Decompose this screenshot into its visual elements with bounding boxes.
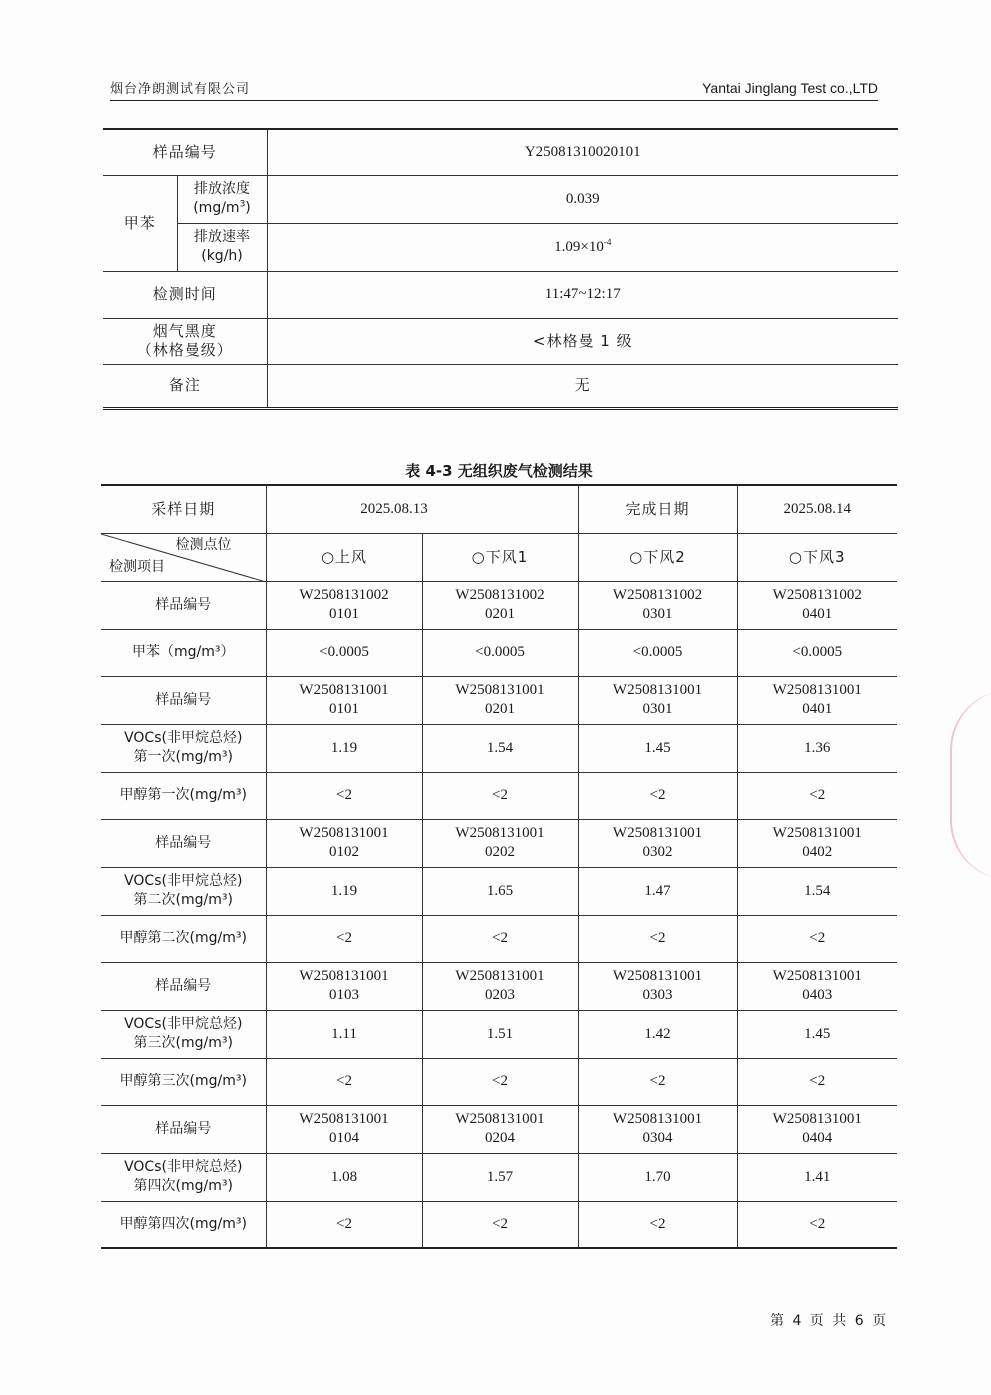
cell-value: W2508131002 0301 [578, 581, 737, 629]
cell-value: 1.41 [737, 1153, 897, 1201]
table-row [101, 1105, 897, 1153]
row-label: 甲醇第三次(mg/m³) [101, 1058, 266, 1105]
sample-id-label: 样品编号 [103, 129, 267, 175]
point-downwind-3: ○下风3 [737, 533, 897, 581]
conc-unit: (mg/m [193, 200, 240, 216]
cell-value: <2 [737, 1058, 897, 1105]
red-seal-stamp [950, 690, 991, 880]
cell-value: W2508131001 0302 [578, 819, 737, 867]
row-label: 甲醇第四次(mg/m³) [101, 1201, 266, 1248]
emission-results-table [103, 128, 898, 410]
cell-value: 1.45 [578, 724, 737, 772]
remark-value: 无 [267, 364, 898, 408]
table-caption: 表 4-3 无组织废气检测结果 [405, 462, 593, 480]
fugitive-emission-table [101, 484, 897, 1249]
sampling-date-label: 采样日期 [101, 485, 266, 533]
cell-value: 1.54 [737, 867, 897, 915]
row-label: VOCs(非甲烷总烃) 第三次(mg/m³) [101, 1010, 266, 1058]
cell-value: 1.65 [422, 867, 578, 915]
cell-value: <0.0005 [266, 629, 422, 676]
diag-top-label: 检测点位 [175, 536, 232, 553]
cell-value: <2 [737, 772, 897, 819]
emission-rate-value [267, 223, 898, 271]
test-time-label: 检测时间 [103, 271, 267, 318]
page-header [110, 76, 878, 101]
table-row [101, 1201, 897, 1248]
conc-unit-sup: 3 [239, 199, 246, 210]
row-label: 甲醇第一次(mg/m³) [101, 772, 266, 819]
diag-bottom-label: 检测项目 [109, 558, 165, 575]
table-row [101, 1153, 897, 1201]
cell-value: 1.51 [422, 1010, 578, 1058]
row-label: VOCs(非甲烷总烃) 第一次(mg/m³) [101, 724, 266, 772]
table-row [101, 629, 897, 676]
company-name-en: Yantai Jinglang Test co.,LTD [702, 80, 878, 96]
cell-value: W2508131002 0101 [266, 581, 422, 629]
row-label: 甲醇第二次(mg/m³) [101, 915, 266, 962]
cell-value: 1.57 [422, 1153, 578, 1201]
point-downwind-2: ○下风2 [578, 533, 737, 581]
cell-value: <2 [266, 772, 422, 819]
cell-value: <2 [737, 1201, 897, 1248]
point-downwind-1: ○下风1 [422, 533, 578, 581]
cell-value: 1.08 [266, 1153, 422, 1201]
point-upwind: ○上风 [266, 533, 422, 581]
table-row [101, 915, 897, 962]
emission-concentration-label [177, 175, 267, 223]
cell-value: W2508131001 0201 [422, 676, 578, 724]
cell-value: W2508131001 0203 [422, 962, 578, 1010]
company-name-cn: 烟台净朗测试有限公司 [110, 82, 251, 97]
completion-date-label: 完成日期 [578, 485, 737, 533]
cell-value: 1.70 [578, 1153, 737, 1201]
smoke-label-line2: （林格曼级） [136, 341, 233, 359]
table-row [101, 1058, 897, 1105]
conc-unit-end: ) [245, 200, 251, 216]
cell-value: <2 [578, 1201, 737, 1248]
emission-rate-label [177, 223, 267, 271]
rate-exp: -4 [603, 236, 612, 247]
remark-label: 备注 [103, 364, 267, 408]
cell-value: <2 [578, 1058, 737, 1105]
row-label: VOCs(非甲烷总烃) 第二次(mg/m³) [101, 867, 266, 915]
cell-value: W2508131001 0403 [737, 962, 897, 1010]
cell-value: 1.36 [737, 724, 897, 772]
cell-value: <2 [266, 915, 422, 962]
cell-value: <2 [422, 915, 578, 962]
cell-value: 1.54 [422, 724, 578, 772]
cell-value: <2 [578, 915, 737, 962]
cell-value: W2508131001 0202 [422, 819, 578, 867]
row-label: 样品编号 [101, 1105, 266, 1153]
table-row [101, 819, 897, 867]
diagonal-header-cell [101, 533, 266, 581]
row-label: 样品编号 [101, 581, 266, 629]
cell-value: <2 [266, 1201, 422, 1248]
cell-value: <0.0005 [737, 629, 897, 676]
table-row [101, 676, 897, 724]
table-row [101, 962, 897, 1010]
rate-label-line1: 排放速率 [194, 229, 250, 245]
cell-value: 1.19 [266, 867, 422, 915]
cell-value: W2508131001 0103 [266, 962, 422, 1010]
cell-value: W2508131001 0204 [422, 1105, 578, 1153]
cell-value: <2 [422, 1058, 578, 1105]
row-label: 样品编号 [101, 676, 266, 724]
rate-base: 1.09×10 [554, 238, 604, 255]
cell-value: W2508131001 0102 [266, 819, 422, 867]
cell-value: W2508131001 0401 [737, 676, 897, 724]
cell-value: <2 [422, 1201, 578, 1248]
cell-value: W2508131001 0101 [266, 676, 422, 724]
conc-label-line2 [182, 199, 263, 218]
sample-id-value: Y25081310020101 [267, 129, 898, 175]
cell-value: W2508131002 0201 [422, 581, 578, 629]
cell-value: W2508131001 0301 [578, 676, 737, 724]
row-label: 样品编号 [101, 962, 266, 1010]
table-row [101, 724, 897, 772]
cell-value: 1.47 [578, 867, 737, 915]
test-time-value: 11:47~12:17 [267, 271, 898, 318]
table-row [101, 867, 897, 915]
table-row [101, 581, 897, 629]
emission-concentration-value: 0.039 [267, 175, 898, 223]
row-label: VOCs(非甲烷总烃) 第四次(mg/m³) [101, 1153, 266, 1201]
page-number: 第 4 页 共 6 页 [770, 1313, 889, 1329]
cell-value: 1.19 [266, 724, 422, 772]
cell-value: W2508131001 0402 [737, 819, 897, 867]
row-label: 甲苯（mg/m³） [101, 629, 266, 676]
cell-value: 1.42 [578, 1010, 737, 1058]
cell-value: <2 [578, 772, 737, 819]
cell-value: <2 [266, 1058, 422, 1105]
cell-value: <2 [422, 772, 578, 819]
smoke-blackness-label [103, 318, 267, 364]
completion-date-value: 2025.08.14 [737, 485, 897, 533]
cell-value: W2508131001 0304 [578, 1105, 737, 1153]
cell-value: W2508131001 0104 [266, 1105, 422, 1153]
cell-value: <0.0005 [578, 629, 737, 676]
smoke-blackness-value: <林格曼 1 级 [267, 318, 898, 364]
table-row [101, 1010, 897, 1058]
cell-value: 1.45 [737, 1010, 897, 1058]
conc-label-line1: 排放浓度 [194, 181, 250, 197]
cell-value: W2508131002 0401 [737, 581, 897, 629]
cell-value: W2508131001 0404 [737, 1105, 897, 1153]
sampling-date-value: 2025.08.13 [266, 485, 578, 533]
cell-value: <0.0005 [422, 629, 578, 676]
cell-value: W2508131001 0303 [578, 962, 737, 1010]
table-row [101, 772, 897, 819]
smoke-label-line1: 烟气黑度 [152, 322, 217, 340]
row-label: 样品编号 [101, 819, 266, 867]
rate-label-line2: (kg/h) [201, 248, 243, 264]
toluene-label: 甲苯 [103, 175, 177, 271]
cell-value: 1.11 [266, 1010, 422, 1058]
cell-value: <2 [737, 915, 897, 962]
